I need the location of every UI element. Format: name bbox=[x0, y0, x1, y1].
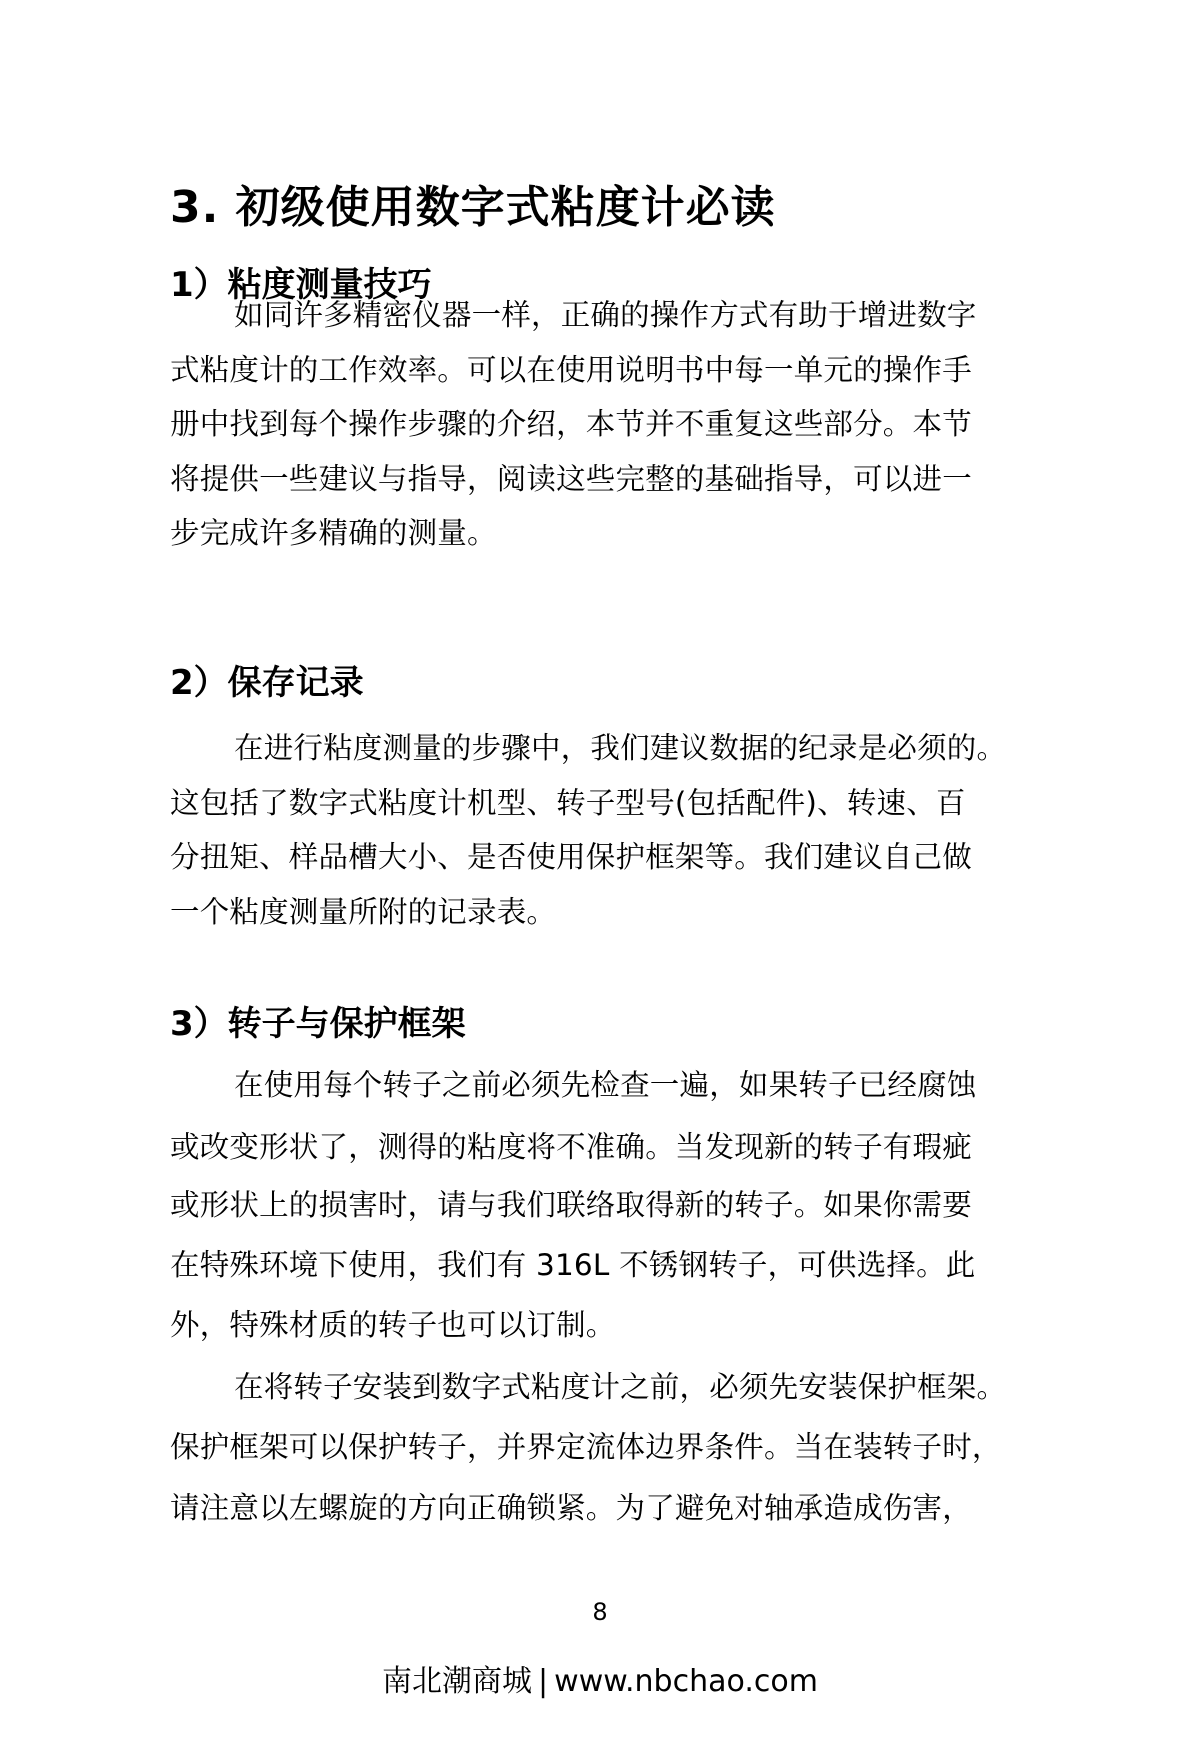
paragraph-line: 将提供一些建议与指导，阅读这些完整的基础指导，可以进一 bbox=[170, 462, 972, 496]
paragraph-line: 一个粘度测量所附的记录表。 bbox=[170, 895, 557, 929]
paragraph-line: 在特殊环境下使用，我们有 316L 不锈钢转子，可供选择。此 bbox=[170, 1248, 976, 1282]
paragraph-line: 在进行粘度测量的步骤中，我们建议数据的纪录是必须的。 bbox=[234, 731, 1007, 765]
footer-brand: 南北潮商城 bbox=[382, 1664, 533, 1699]
paragraph-line: 这包括了数字式粘度计机型、转子型号(包括配件)、转速、百 bbox=[170, 786, 966, 820]
paragraph-line: 式粘度计的工作效率。可以在使用说明书中每一单元的操作手 bbox=[170, 353, 972, 387]
paragraph-line: 在使用每个转子之前必须先检查一遍，如果转子已经腐蚀 bbox=[234, 1068, 977, 1102]
footer bbox=[0, 1662, 1200, 1702]
paragraph-line: 分扭矩、样品槽大小、是否使用保护框架等。我们建议自己做 bbox=[170, 840, 972, 874]
page-title: 3. 初级使用数字式粘度计必读 bbox=[170, 182, 776, 233]
paragraph-line: 请注意以左螺旋的方向正确锁紧。为了避免对轴承造成伤害， bbox=[170, 1491, 972, 1525]
footer-url-link[interactable]: www.nbchao.com bbox=[554, 1664, 818, 1699]
paragraph-line: 如同许多精密仪器一样，正确的操作方式有助于增进数字 bbox=[234, 298, 977, 332]
page-number: 8 bbox=[592, 1598, 608, 1626]
paragraph-line: 保护框架可以保护转子，并界定流体边界条件。当在装转子时， bbox=[170, 1430, 1002, 1464]
paragraph-line: 册中找到每个操作步骤的介绍，本节并不重复这些部分。本节 bbox=[170, 407, 972, 441]
section-heading-save-records: 2）保存记录 bbox=[170, 663, 364, 703]
paragraph-line: 外，特殊材质的转子也可以订制。 bbox=[170, 1308, 616, 1342]
paragraph-line: 或改变形状了，测得的粘度将不准确。当发现新的转子有瑕疵 bbox=[170, 1130, 972, 1164]
paragraph-line: 或形状上的损害时，请与我们联络取得新的转子。如果你需要 bbox=[170, 1188, 972, 1222]
section-heading-viscosity-tips: 1）粘度测量技巧 bbox=[170, 265, 432, 305]
footer-separator: | bbox=[538, 1664, 549, 1699]
paragraph-line: 步完成许多精确的测量。 bbox=[170, 516, 497, 550]
paragraph-line: 在将转子安装到数字式粘度计之前，必须先安装保护框架。 bbox=[234, 1370, 1007, 1404]
section-heading-rotor-and-guard: 3）转子与保护框架 bbox=[170, 1004, 466, 1044]
